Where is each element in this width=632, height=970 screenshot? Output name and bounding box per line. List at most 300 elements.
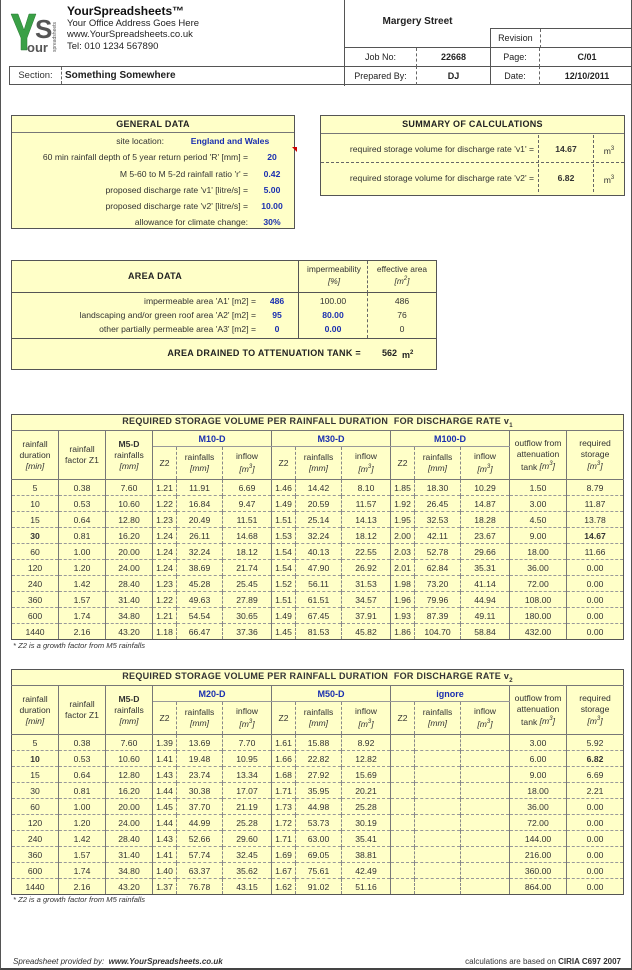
cell-outflow: 144.00 [510,831,567,847]
col-z2-header: Z2 [272,447,296,480]
cell-m5d-rainfall: 34.80 [106,608,153,624]
cell-inflow-b: 22.55 [342,544,391,560]
col-required-header: required storage $[m^3]$ [567,686,624,735]
cell-inflow-a: 43.15 [223,879,272,895]
section-value[interactable]: Something Somewhere [65,70,176,81]
cell-z2-c [391,879,415,895]
col-duration-header: rainfall duration [min] [12,686,59,735]
cell-duration: 360 [12,847,59,863]
col-z2-header: Z2 [391,702,415,735]
cell-rainfall-a: 57.74 [177,847,223,863]
footer-right [465,957,621,966]
cell-inflow-a: 30.65 [223,608,272,624]
cell-factor-z1: 0.53 [59,496,106,512]
cell-factor-z1: 1.74 [59,863,106,879]
cell-outflow: 360.00 [510,863,567,879]
cell-m5d-rainfall: 10.60 [106,751,153,767]
cell-inflow-c: 29.66 [461,544,510,560]
cell-m5d-rainfall: 7.60 [106,480,153,496]
table-row [12,496,624,512]
cell-required-storage: 0.00 [567,608,624,624]
cell-z2-c: 1.95 [391,512,415,528]
cell-z2-b: 1.67 [272,863,296,879]
cell-z2-a: 1.43 [153,767,177,783]
cell-z2-c: 1.85 [391,480,415,496]
cell-rainfall-a: 66.47 [177,624,223,640]
cell-required-storage: 0.00 [567,624,624,640]
cell-z2-b: 1.51 [272,592,296,608]
cell-rainfall-c: 32.53 [415,512,461,528]
cell-outflow: 864.00 [510,879,567,895]
cell-outflow: 36.00 [510,560,567,576]
cell-rainfall-c: 42.11 [415,528,461,544]
area-a3-effective: 0 [399,324,405,334]
cell-outflow: 432.00 [510,624,567,640]
table-row [12,815,624,831]
cell-z2-c: 2.03 [391,544,415,560]
cell-rainfall-b: 44.98 [296,799,342,815]
cell-inflow-a: 25.28 [223,815,272,831]
cell-inflow-b: 11.57 [342,496,391,512]
cell-z2-a: 1.24 [153,528,177,544]
section-label: Section: [10,67,62,84]
cell-rainfall-c: 18.30 [415,480,461,496]
area-row-a1 [12,295,436,308]
cell-inflow-c: 14.87 [461,496,510,512]
discharge-rate-v2-value[interactable]: 10.00 [261,201,283,211]
cell-inflow-c: 49.11 [461,608,510,624]
area-a3-value[interactable]: 0 [274,324,280,334]
cell-rainfall-b: 47.90 [296,560,342,576]
cell-inflow-a: 13.34 [223,767,272,783]
cell-factor-z1: 0.81 [59,783,106,799]
cell-inflow-b: 30.19 [342,815,391,831]
footer-based-on-value: CIRIA C697 2007 [558,957,621,966]
table-row [12,863,624,879]
group-header: M30-D [272,431,391,447]
cell-m5d-rainfall: 7.60 [106,735,153,751]
summary-v2-label: required storage volume for discharge rate 'v2' = [321,164,539,192]
summary-row-v2 [321,164,624,192]
cell-outflow: 9.00 [510,528,567,544]
cell-duration: 120 [12,560,59,576]
cell-rainfall-c [415,863,461,879]
cell-outflow: 72.00 [510,815,567,831]
cell-duration: 5 [12,480,59,496]
cell-inflow-c: 35.31 [461,560,510,576]
cell-rainfall-c [415,735,461,751]
cell-z2-a: 1.44 [153,783,177,799]
table-row [12,879,624,895]
discharge-rate-v1-label: proposed discharge rate 'v1' [litre/s] = [105,185,248,195]
col-z2-header: Z2 [153,447,177,480]
col-rainfalls-header: rainfalls [mm] [177,702,223,735]
table-row [12,544,624,560]
cell-inflow-a: 25.45 [223,576,272,592]
cell-factor-z1: 0.38 [59,735,106,751]
svg-text:our: our [27,40,48,55]
cell-required-storage: 0.00 [567,847,624,863]
cell-inflow-c [461,783,510,799]
group-header: M10-D [153,431,272,447]
table-v1-title: REQUIRED STORAGE VOLUME PER RAINFALL DURATION FOR DISCHARGE RATE $v_1$ [12,415,624,431]
table-v2-title: REQUIRED STORAGE VOLUME PER RAINFALL DURATION FOR DISCHARGE RATE $v_2$ [12,670,624,686]
cell-rainfall-a: 19.48 [177,751,223,767]
cell-z2-a: 1.23 [153,576,177,592]
cell-rainfall-b: 69.05 [296,847,342,863]
cell-required-storage: 0.00 [567,879,624,895]
col-inflow-header: inflow $[m^3]$ [223,447,272,480]
cell-factor-z1: 2.16 [59,624,106,640]
cell-m5d-rainfall: 20.00 [106,799,153,815]
discharge-rate-v1-value[interactable]: 5.00 [263,185,281,195]
summary-v1-value: 14.67 [539,135,594,163]
cell-rainfall-b: 14.42 [296,480,342,496]
cell-rainfall-c: 52.78 [415,544,461,560]
cell-inflow-c [461,735,510,751]
cell-factor-z1: 1.42 [59,576,106,592]
col-rainfalls-header: rainfalls [mm] [177,447,223,480]
cell-outflow: 6.00 [510,751,567,767]
cell-z2-a: 1.22 [153,592,177,608]
table-v1-body [12,480,624,640]
cell-z2-b: 1.73 [272,799,296,815]
cell-rainfall-b: 63.00 [296,831,342,847]
cell-m5d-rainfall: 20.00 [106,544,153,560]
summary-v2-value: 6.82 [539,164,594,192]
cell-duration: 360 [12,592,59,608]
col-factor-header: rainfall factor Z1 [59,686,106,735]
prepared-by-value[interactable]: DJ [447,70,460,81]
impermeability-header: impermeability [307,264,361,274]
footer-provided-url[interactable]: www.YourSpreadsheets.co.uk [108,957,223,966]
area-a1-effective: 486 [394,296,410,306]
cell-z2-a: 1.24 [153,544,177,560]
cell-rainfall-c [415,783,461,799]
cell-inflow-b: 12.82 [342,751,391,767]
cell-outflow: 36.00 [510,799,567,815]
cell-m5d-rainfall: 10.60 [106,496,153,512]
cell-z2-c [391,751,415,767]
cell-z2-c [391,783,415,799]
area-a1-value[interactable]: 486 [269,296,285,306]
cell-rainfall-b: 81.53 [296,624,342,640]
cell-outflow: 3.00 [510,735,567,751]
cell-rainfall-b: 91.02 [296,879,342,895]
cell-m5d-rainfall: 28.40 [106,576,153,592]
cell-inflow-b: 31.53 [342,576,391,592]
cell-z2-a: 1.21 [153,608,177,624]
site-location-label: site location: [116,136,164,146]
cell-z2-c [391,767,415,783]
area-a2-effective: 76 [397,310,407,320]
cell-rainfall-a: 26.11 [177,528,223,544]
cell-inflow-a: 17.07 [223,783,272,799]
col-inflow-header: inflow $[m^3]$ [342,702,391,735]
cell-m5d-rainfall: 24.00 [106,560,153,576]
cell-z2-b: 1.49 [272,608,296,624]
cell-rainfall-c: 73.20 [415,576,461,592]
group-header: M100-D [391,431,510,447]
cell-inflow-c: 23.67 [461,528,510,544]
cell-rainfall-b: 56.11 [296,576,342,592]
company-address: Your Office Address Goes Here [67,17,200,29]
rainfall-ratio-value[interactable]: 0.42 [263,169,281,179]
comment-marker-icon[interactable] [292,147,297,152]
effective-area-header: effective area [376,264,428,274]
cell-rainfall-c: 62.84 [415,560,461,576]
cell-inflow-c: 58.84 [461,624,510,640]
cell-rainfall-c: 104.70 [415,624,461,640]
general-data-panel [11,115,295,229]
cell-rainfall-c [415,751,461,767]
cell-factor-z1: 1.57 [59,847,106,863]
table-v2-note: * Z2 is a growth factor from M5 rainfalls [13,895,146,904]
area-a3-label: other partially permeable area 'A3' [m2] = [99,324,256,334]
cell-z2-b: 1.49 [272,496,296,512]
table-v1-note: * Z2 is a growth factor from M5 rainfalls [13,641,146,650]
cell-inflow-a: 32.45 [223,847,272,863]
discharge-rate-v2-label: proposed discharge rate 'v2' [litre/s] = [105,201,248,211]
date-value[interactable]: 12/10/2011 [564,70,610,81]
cell-z2-a: 1.41 [153,847,177,863]
cell-inflow-b: 8.92 [342,735,391,751]
cell-inflow-b: 14.13 [342,512,391,528]
area-data-panel [11,260,437,370]
cell-z2-b: 1.66 [272,751,296,767]
area-a2-impermeability[interactable]: 80.00 [322,310,344,320]
col-inflow-header: inflow $[m^3]$ [342,447,391,480]
cell-duration: 10 [12,751,59,767]
cell-factor-z1: 1.42 [59,831,106,847]
cell-duration: 30 [12,528,59,544]
area-a3-impermeability[interactable]: 0.00 [324,324,342,334]
group-header: M20-D [153,686,272,702]
cell-rainfall-c [415,879,461,895]
impermeability-unit: [%] [327,276,341,286]
date-label: Date: [490,66,540,85]
cell-inflow-a: 27.89 [223,592,272,608]
cell-required-storage: 5.92 [567,735,624,751]
cell-inflow-c [461,815,510,831]
table-v2-body [12,735,624,895]
cell-required-storage: 0.00 [567,831,624,847]
cell-z2-b: 1.53 [272,528,296,544]
cell-z2-c [391,863,415,879]
cell-inflow-b: 38.81 [342,847,391,863]
cell-inflow-b: 8.10 [342,480,391,496]
cell-required-storage: 0.00 [567,560,624,576]
cell-required-storage: 0.00 [567,799,624,815]
footer-based-on-label: calculations are based on [465,957,556,966]
cell-outflow: 180.00 [510,608,567,624]
cell-duration: 1440 [12,879,59,895]
cell-inflow-b: 37.91 [342,608,391,624]
revision-value[interactable] [541,29,632,48]
cell-rainfall-a: 49.63 [177,592,223,608]
area-a2-value[interactable]: 95 [272,310,282,320]
table-row [12,512,624,528]
cell-outflow: 18.00 [510,544,567,560]
cell-inflow-c [461,767,510,783]
project-title[interactable]: Margery Street [382,16,453,27]
cell-rainfall-a: 37.70 [177,799,223,815]
cell-m5d-rainfall: 43.20 [106,879,153,895]
cell-z2-a: 1.21 [153,480,177,496]
cell-duration: 600 [12,608,59,624]
rainfall-depth-value[interactable]: 20 [267,152,277,162]
col-inflow-header: inflow $[m^3]$ [461,447,510,480]
cell-z2-c: 1.96 [391,592,415,608]
table-row [12,831,624,847]
job-no-label: Job No: [345,48,417,67]
cell-rainfall-c [415,831,461,847]
general-data-title: GENERAL DATA [12,116,294,133]
rainfall-depth-label: 60 min rainfall depth of 5 year return period 'R' [mm] = [42,152,248,162]
footer-provided-label: Spreadsheet provided by: [13,957,105,966]
cell-factor-z1: 1.00 [59,799,106,815]
climate-change-label: allowance for climate change: [134,217,248,227]
cell-z2-c: 1.98 [391,576,415,592]
area-total-unit: $m^2$ [402,350,414,360]
svg-text:spreadsheets: spreadsheets [52,21,58,52]
cell-factor-z1: 0.64 [59,512,106,528]
cell-inflow-b: 35.41 [342,831,391,847]
col-z2-header: Z2 [391,447,415,480]
table-row [12,767,624,783]
cell-required-storage: 13.78 [567,512,624,528]
col-rainfalls-header: rainfalls [mm] [415,702,461,735]
table-row [12,576,624,592]
col-outflow-header: outflow from attenuation tank $[m^3]$ [510,686,567,735]
area-total-value: 562 [382,348,398,358]
cell-rainfall-a: 52.66 [177,831,223,847]
cell-m5d-rainfall: 31.40 [106,592,153,608]
cell-outflow: 108.00 [510,592,567,608]
cell-z2-a: 1.23 [153,512,177,528]
cell-inflow-c: 44.94 [461,592,510,608]
area-row-a2 [12,309,436,322]
cell-rainfall-c [415,767,461,783]
cell-inflow-c: 18.28 [461,512,510,528]
cell-rainfall-b: 40.13 [296,544,342,560]
cell-z2-b: 1.61 [272,735,296,751]
site-location-value[interactable]: England and Wales [190,136,270,146]
cell-z2-a: 1.24 [153,560,177,576]
cell-inflow-a: 6.69 [223,480,272,496]
cell-rainfall-c: 87.39 [415,608,461,624]
cell-rainfall-b: 15.88 [296,735,342,751]
cell-required-storage: 11.87 [567,496,624,512]
col-required-header: required storage $[m^3]$ [567,431,624,480]
cell-z2-b: 1.69 [272,847,296,863]
area-total-row [12,345,436,361]
cell-rainfall-b: 35.95 [296,783,342,799]
storage-table-v2 [11,669,624,895]
cell-duration: 30 [12,783,59,799]
cell-factor-z1: 1.00 [59,544,106,560]
cell-rainfall-b: 75.61 [296,863,342,879]
company-name: YourSpreadsheets™ [67,4,185,18]
cell-inflow-c [461,799,510,815]
area-a1-label: impermeable area 'A1' [m2] = [144,296,256,306]
cell-duration: 600 [12,863,59,879]
area-a1-impermeability: 100.00 [319,296,347,306]
cell-m5d-rainfall: 12.80 [106,767,153,783]
cell-m5d-rainfall: 24.00 [106,815,153,831]
table-row [12,783,624,799]
cell-inflow-a: 10.95 [223,751,272,767]
cell-rainfall-c [415,799,461,815]
cell-z2-b: 1.51 [272,512,296,528]
cell-rainfall-b: 61.51 [296,592,342,608]
cell-rainfall-b: 20.59 [296,496,342,512]
cell-inflow-a: 7.70 [223,735,272,751]
rainfall-ratio-label: M 5-60 to M 5-2d rainfall ratio 'r' = [119,169,248,179]
col-duration-header: rainfall duration [min] [12,431,59,480]
cell-rainfall-a: 16.84 [177,496,223,512]
cell-rainfall-a: 44.99 [177,815,223,831]
cell-z2-c [391,815,415,831]
area-row-a3 [12,323,436,336]
cell-duration: 60 [12,544,59,560]
cell-inflow-b: 25.28 [342,799,391,815]
cell-factor-z1: 2.16 [59,879,106,895]
cell-factor-z1: 1.74 [59,608,106,624]
cell-rainfall-b: 32.24 [296,528,342,544]
cell-z2-c [391,847,415,863]
cell-z2-a: 1.43 [153,831,177,847]
cell-duration: 1440 [12,624,59,640]
project-info [344,0,632,86]
cell-m5d-rainfall: 16.20 [106,783,153,799]
cell-z2-b: 1.71 [272,831,296,847]
summary-v1-label: required storage volume for discharge rate 'v1' = [321,135,539,163]
cell-inflow-b: 42.49 [342,863,391,879]
cell-rainfall-a: 30.38 [177,783,223,799]
cell-rainfall-c [415,815,461,831]
cell-z2-b: 1.54 [272,560,296,576]
cell-duration: 10 [12,496,59,512]
cell-required-storage: 0.00 [567,863,624,879]
cell-rainfall-a: 13.69 [177,735,223,751]
climate-change-value[interactable]: 30% [263,217,281,227]
cell-z2-c: 1.92 [391,496,415,512]
page-value[interactable]: C/01 [577,52,597,62]
cell-inflow-c [461,831,510,847]
cell-z2-a: 1.40 [153,863,177,879]
cell-required-storage: 11.66 [567,544,624,560]
cell-duration: 15 [12,512,59,528]
cell-rainfall-a: 54.54 [177,608,223,624]
summary-v2-unit: $m^3$ [603,174,615,185]
cell-factor-z1: 1.20 [59,815,106,831]
cell-inflow-b: 15.69 [342,767,391,783]
col-z2-header: Z2 [272,702,296,735]
job-no-value[interactable]: 22668 [440,52,467,62]
col-rainfalls-header: rainfalls [mm] [296,447,342,480]
cell-rainfall-b: 67.45 [296,608,342,624]
cell-m5d-rainfall: 16.20 [106,528,153,544]
cell-duration: 5 [12,735,59,751]
cell-inflow-b: 45.82 [342,624,391,640]
cell-m5d-rainfall: 34.80 [106,863,153,879]
cell-inflow-a: 21.74 [223,560,272,576]
cell-z2-c [391,799,415,815]
cell-required-storage: 8.79 [567,480,624,496]
cell-z2-c: 2.00 [391,528,415,544]
cell-z2-a: 1.37 [153,879,177,895]
